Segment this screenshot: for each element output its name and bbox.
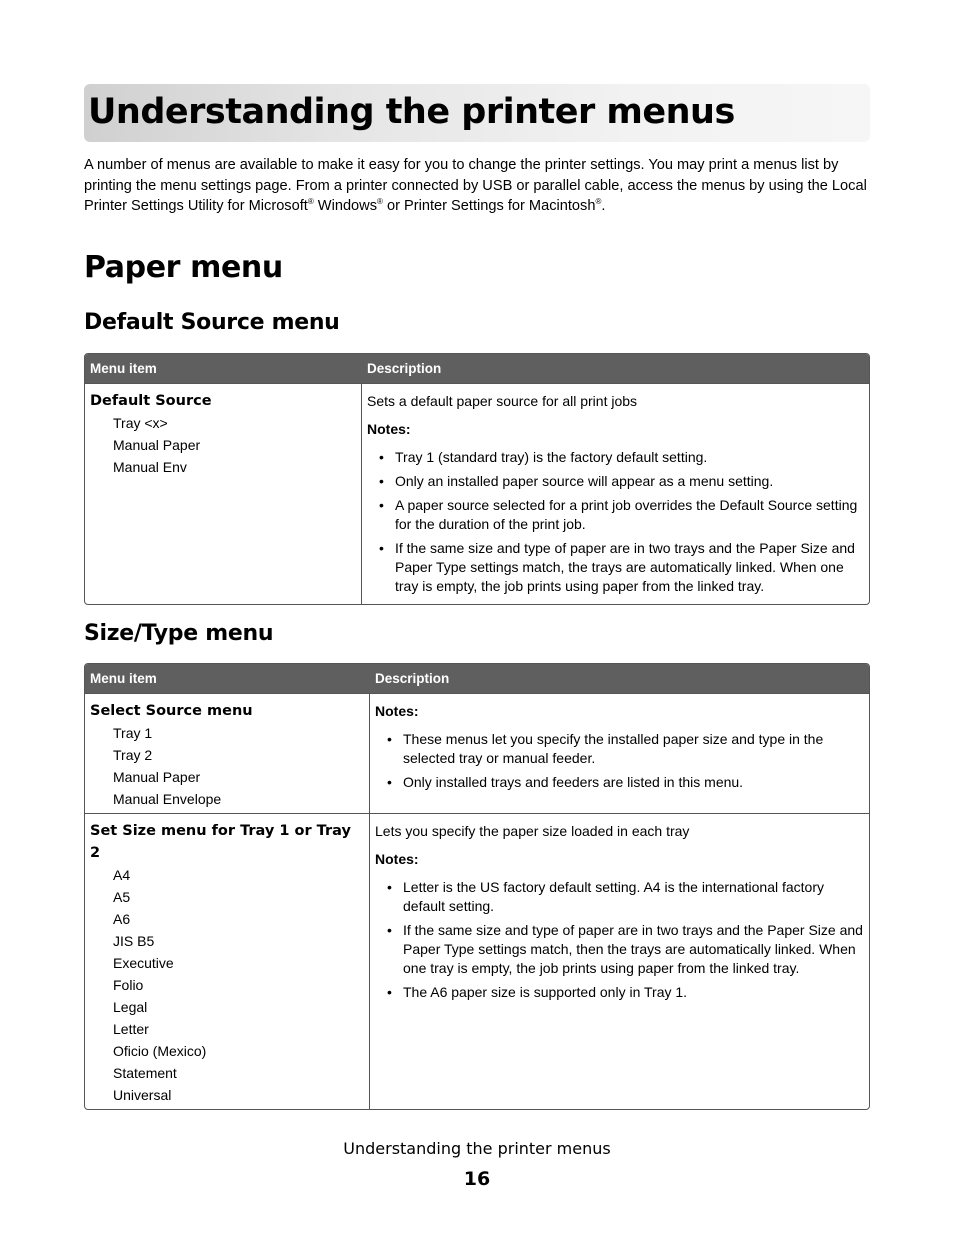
note-item: • The A6 paper size is supported only in Tray 1. — [375, 983, 864, 1002]
size-type-table — [84, 663, 870, 1110]
note-item: • Only an installed paper source will appear as a menu setting. — [367, 472, 864, 491]
notes-list — [375, 878, 864, 1002]
menu-option: A4 — [113, 867, 131, 883]
menu-option: A6 — [113, 911, 131, 927]
menu-item-cell — [85, 384, 362, 604]
notes-label: Notes: — [375, 851, 419, 867]
size-type-menu-title: Size/Type menu — [84, 621, 274, 646]
header-description: Description — [367, 361, 442, 376]
section-title: Paper menu — [84, 250, 283, 285]
menu-option: Executive — [113, 955, 174, 971]
table-row — [85, 383, 869, 604]
header-description: Description — [375, 671, 450, 686]
description-text: Lets you specify the paper size loaded in each tray — [375, 823, 690, 839]
note-item: • If the same size and type of paper are in two trays and the Paper Size and Paper Type settings match, then the trays are automatically linked. When one tray is empty, the job prints using paper from the linked tray. — [375, 921, 864, 978]
table-row — [85, 813, 869, 1109]
menu-option: Letter — [113, 1021, 149, 1037]
page-number: 16 — [463, 1168, 491, 1190]
menu-option: Oficio (Mexico) — [113, 1043, 207, 1059]
chapter-title: Understanding the printer menus — [88, 92, 735, 132]
menu-option: Manual Envelope — [113, 791, 222, 807]
menu-option: Manual Env — [113, 459, 187, 475]
menu-option: Manual Paper — [113, 769, 201, 785]
default-source-table — [84, 353, 870, 605]
menu-option: A5 — [113, 889, 131, 905]
note-item: • Tray 1 (standard tray) is the factory default setting. — [367, 448, 864, 467]
menu-option: JIS B5 — [113, 933, 155, 949]
menu-option: Manual Paper — [113, 437, 201, 453]
menu-option: Tray 1 — [113, 725, 153, 741]
note-item: • These menus let you specify the installed paper size and type in the selected tray or manual feeder. — [375, 730, 864, 768]
notes-label: Notes: — [375, 703, 419, 719]
menu-item-cell — [85, 814, 370, 1109]
note-item: • Letter is the US factory default setting. A4 is the international factory default setting. — [375, 878, 864, 916]
footer-title: Understanding the printer menus — [343, 1139, 611, 1158]
note-item: • If the same size and type of paper are in two trays and the Paper Size and Paper Type settings match, the trays are automatically linked. When one tray is empty, the job prints using paper from the linked tray. — [367, 539, 864, 596]
notes-list — [375, 730, 864, 792]
default-source-menu-title: Default Source menu — [84, 310, 340, 335]
description-cell — [362, 384, 869, 604]
menu-item-title: Default Source — [90, 393, 212, 409]
description-text: Sets a default paper source for all print jobs — [367, 393, 638, 409]
notes-label: Notes: — [367, 421, 411, 437]
menu-option: Universal — [113, 1087, 172, 1103]
menu-option: Tray <x> — [113, 415, 168, 431]
menu-item-cell — [85, 694, 370, 813]
header-menu-item: Menu item — [90, 361, 157, 376]
notes-list — [367, 448, 864, 596]
menu-option: Folio — [113, 977, 144, 993]
intro-paragraph: A number of menus are available to make it easy for you to change the printer settings. You may print a menus list by printing the menu settings page. From a printer connected by USB or parallel cable, access the menus by using the Local Printer Settings Utility for Microsoft® Windows® or Printer Settings for Macintosh®. — [84, 157, 867, 214]
table-row — [85, 693, 869, 813]
menu-option: Statement — [113, 1065, 177, 1081]
menu-item-title: Set Size menu for Tray 1 or Tray 2 — [90, 823, 351, 861]
table-header — [85, 354, 869, 383]
menu-option: Legal — [113, 999, 148, 1015]
description-cell — [370, 814, 869, 1109]
header-menu-item: Menu item — [90, 671, 157, 686]
note-item: • A paper source selected for a print job overrides the Default Source setting for the duration of the print job. — [367, 496, 864, 534]
description-cell — [370, 694, 869, 813]
note-item: • Only installed trays and feeders are listed in this menu. — [375, 773, 864, 792]
menu-item-title: Select Source menu — [90, 703, 253, 719]
menu-option: Tray 2 — [113, 747, 153, 763]
table-header — [85, 664, 869, 693]
